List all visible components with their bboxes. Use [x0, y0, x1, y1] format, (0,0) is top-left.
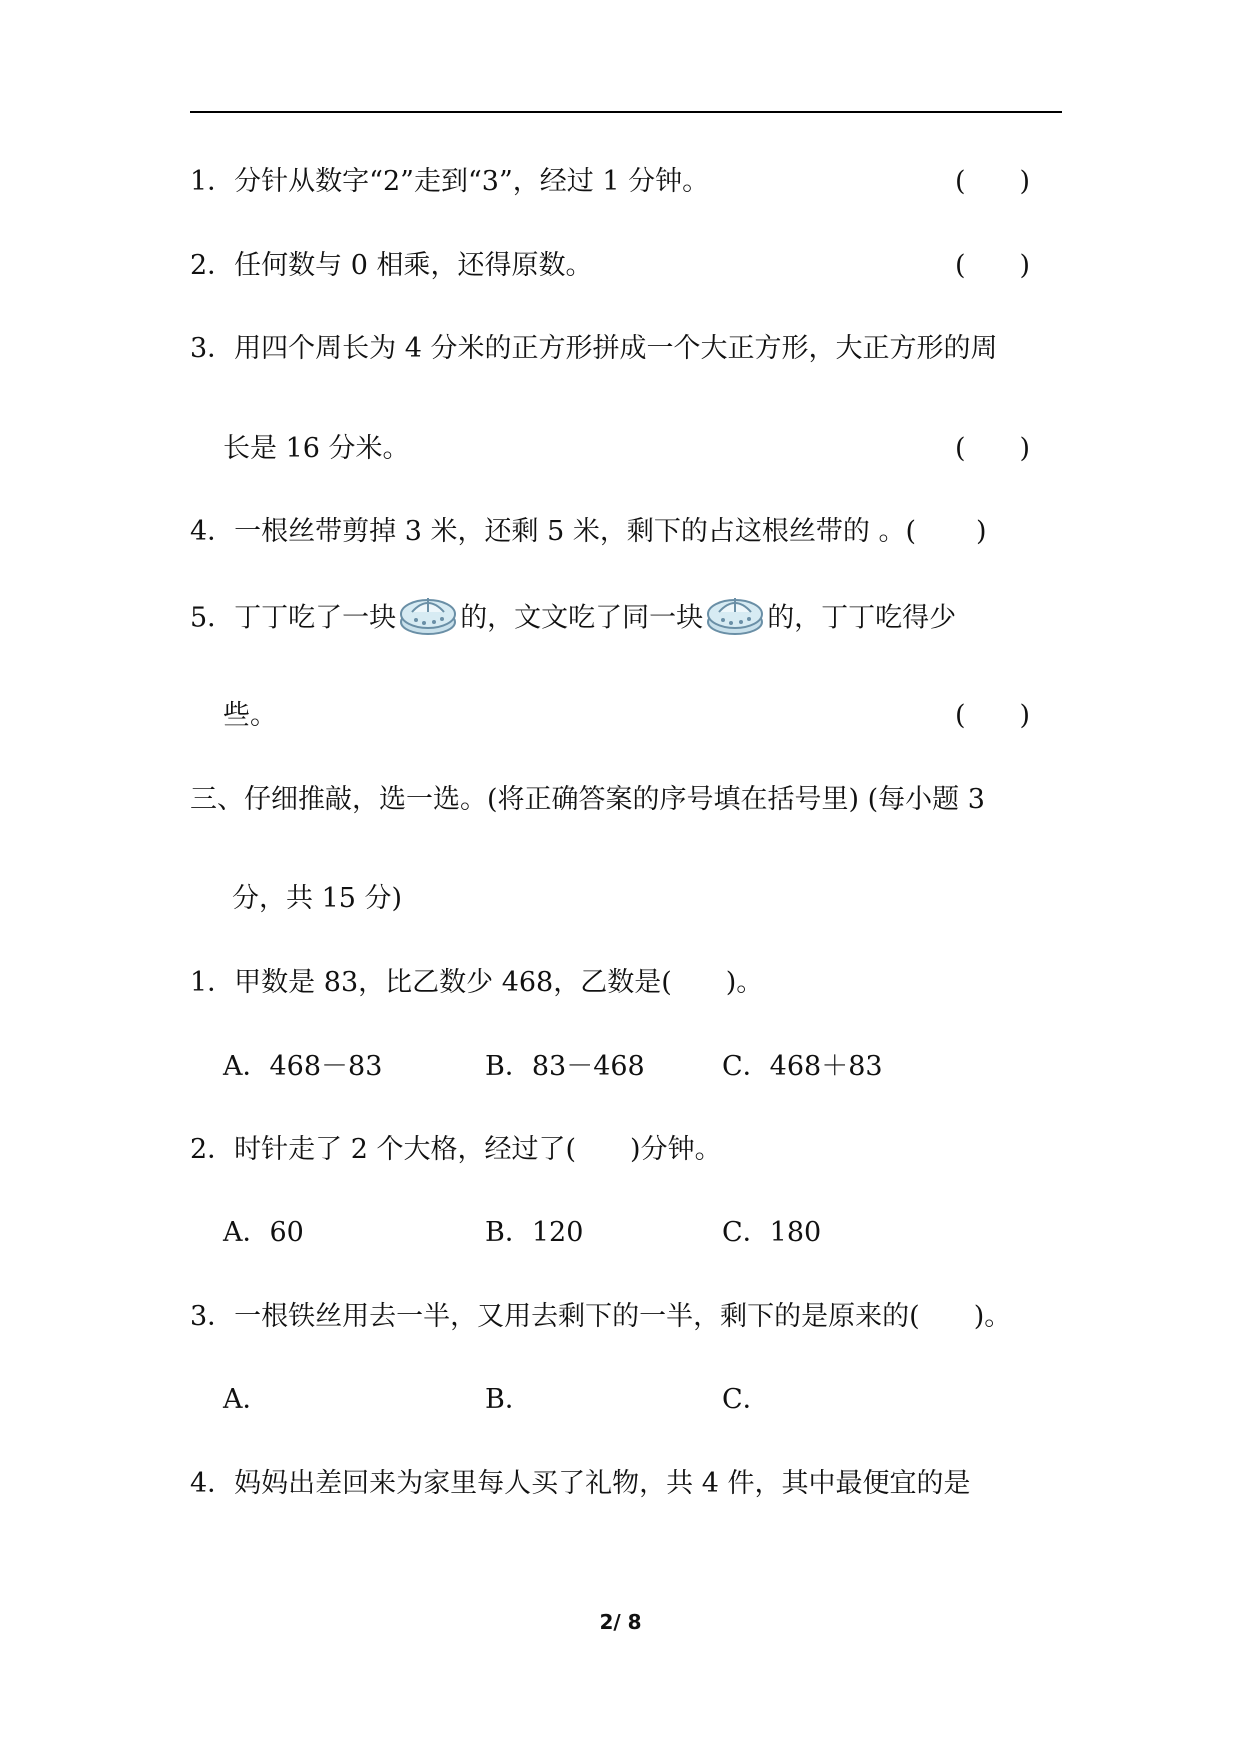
mc-q1-option-b[interactable]: B．83－468 [485, 1051, 645, 1082]
section3-heading-line1: 三、仔细推敲，选一选。(将正确答案的序号填在括号里) (每小题 3 [190, 784, 985, 815]
mc-question-4: 4．妈妈出差回来为家里每人买了礼物，共 4 件，其中最便宜的是 [190, 1468, 971, 1499]
tf-question-4-text: 4．一根丝带剪掉 3 米，还剩 5 米，剩下的占这根丝带的 。( [190, 516, 916, 547]
tf-question-5-line1 [190, 594, 1070, 638]
cake-icon [705, 588, 765, 638]
answer-paren-1[interactable]: ( ) [955, 166, 1031, 197]
mc-q3-option-b[interactable]: B． [485, 1384, 532, 1415]
tf-question-3-line2: 长是 16 分米。 [223, 433, 410, 464]
mc-q2-option-a[interactable]: A．60 [223, 1217, 304, 1248]
tf-question-5-part3: 的，丁丁吃得少 [767, 602, 957, 634]
mc-q3-option-c[interactable]: C． [722, 1384, 770, 1415]
mc-q1-option-c[interactable]: C．468＋83 [722, 1051, 883, 1082]
tf-question-5-line2: 些。 [223, 700, 277, 731]
section3-heading-line2: 分，共 15 分) [232, 883, 403, 914]
mc-question-1: 1．甲数是 83，比乙数少 468，乙数是( )。 [190, 967, 764, 998]
tf-question-4-close: ) [975, 516, 987, 547]
cake-icon [398, 588, 458, 638]
tf-question-2: 2．任何数与 0 相乘，还得原数。 [190, 250, 593, 281]
header-rule [190, 111, 1062, 113]
tf-question-3-line1: 3．用四个周长为 4 分米的正方形拼成一个大正方形，大正方形的周 [190, 333, 998, 364]
tf-question-1: 1．分针从数字“2”走到“3”，经过 1 分钟。 [190, 166, 710, 197]
mc-q3-option-a[interactable]: A． [223, 1384, 270, 1415]
answer-paren-5[interactable]: ( ) [955, 700, 1031, 731]
tf-question-5-part2: 的，文文吃了同一块 [460, 602, 704, 634]
mc-q2-option-c[interactable]: C．180 [722, 1217, 822, 1248]
mc-question-2: 2．时针走了 2 个大格，经过了( )分钟。 [190, 1134, 722, 1165]
answer-paren-2[interactable]: ( ) [955, 250, 1031, 281]
mc-q2-option-b[interactable]: B．120 [485, 1217, 584, 1248]
answer-paren-3[interactable]: ( ) [955, 433, 1031, 464]
page-number: 2/ 8 [599, 1610, 642, 1634]
mc-question-3: 3．一根铁丝用去一半，又用去剩下的一半，剩下的是原来的( )。 [190, 1301, 1012, 1332]
mc-q1-option-a[interactable]: A．468－83 [223, 1051, 383, 1082]
tf-question-4 [190, 510, 1070, 554]
tf-question-5-part1: 5．丁丁吃了一块 [190, 602, 397, 634]
